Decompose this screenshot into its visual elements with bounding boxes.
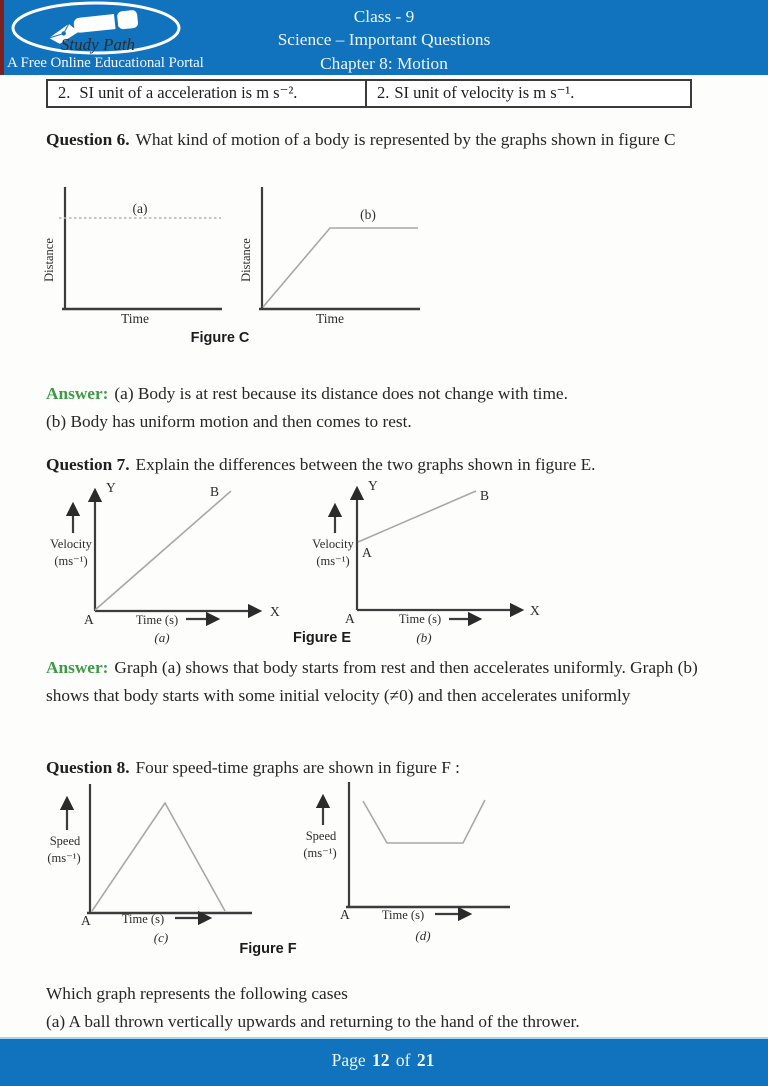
time-label: Time (s) xyxy=(381,908,425,922)
header-subject-line: Science – Important Questions xyxy=(277,30,491,50)
graph-tag: (c) xyxy=(153,930,169,945)
point-b-label: B xyxy=(480,488,490,503)
velocity-label: Velocity xyxy=(312,537,354,551)
x-axis-label: Time xyxy=(315,311,345,326)
speed-label: Speed xyxy=(49,834,81,848)
figure-e-graph-a xyxy=(50,480,280,645)
time-label: Time (s) xyxy=(121,912,165,926)
graph-tag: (b) xyxy=(416,630,432,645)
of-label: of xyxy=(395,1050,411,1070)
followup-line-2: (a) A ball thrown vertically upwards and returning to the hand of the thrower. xyxy=(46,1011,580,1031)
table-cell-acceleration xyxy=(48,81,367,106)
figure-f xyxy=(40,780,550,962)
answer-6-line-2: (b) Body has uniform motion and then comes to rest. xyxy=(46,412,412,431)
answer-6-part-a: (a) Body is at rest because its distance does not change with time. xyxy=(114,384,568,403)
answer-7-sentence-1: Graph (a) shows that body starts from rest and then accelerates uniformly. xyxy=(114,658,626,677)
x-axis-label: X xyxy=(530,603,540,618)
table-cell-velocity xyxy=(367,81,690,106)
figure-f-graph-c xyxy=(47,784,252,945)
velocity-line xyxy=(358,491,476,542)
velocity-label: Velocity xyxy=(50,537,92,551)
question-6 xyxy=(46,126,754,154)
question-6-label: Question 6. xyxy=(46,130,130,149)
answer-6-line-1 xyxy=(46,380,756,408)
point-a-label: A xyxy=(362,545,372,560)
answer-6 xyxy=(46,380,756,436)
y-axis-label: Distance xyxy=(42,238,56,282)
si-units-table-row xyxy=(46,79,692,108)
cell-number: 2. xyxy=(377,83,390,102)
question-7-text: Explain the differences between the two graphs shown in figure E. xyxy=(135,455,596,474)
figure-e xyxy=(40,476,550,648)
question-8-text: Four speed-time graphs are shown in figure F : xyxy=(135,758,460,777)
figure-c-graph-b xyxy=(239,187,420,326)
header-titles xyxy=(0,5,768,75)
cell-number: 2. xyxy=(58,83,71,102)
answer-7 xyxy=(46,654,714,710)
footer-banner xyxy=(0,1037,768,1086)
velocity-units-label: (ms⁻¹) xyxy=(316,554,350,568)
logo-title: Study Path xyxy=(60,35,136,54)
speed-units-label: (ms⁻¹) xyxy=(303,846,337,860)
question-6-text: What kind of motion of a body is represented by the graphs shown in figure C xyxy=(135,130,676,149)
origin-label: A xyxy=(84,612,94,627)
followup-line-1: Which graph represents the following cases xyxy=(46,984,348,1003)
question-7 xyxy=(46,451,766,479)
y-axis-label: Y xyxy=(368,478,378,493)
total-pages: 21 xyxy=(416,1050,435,1070)
origin-label: A xyxy=(81,913,91,928)
y-axis-label: Y xyxy=(106,480,116,495)
figure-f-graph-d xyxy=(303,782,510,943)
figure-e-caption: Figure E xyxy=(293,630,352,646)
question-8-label: Question 8. xyxy=(46,758,130,777)
curve-tag: (a) xyxy=(132,201,148,216)
cell-text: SI unit of a acceleration is m s⁻². xyxy=(79,83,298,102)
triangle-speed-line xyxy=(92,803,225,911)
origin-label: A xyxy=(345,611,355,626)
x-axis-label: X xyxy=(270,604,280,619)
question-8-followup xyxy=(46,980,766,1035)
figure-e-graph-b xyxy=(312,478,540,645)
velocity-units-label: (ms⁻¹) xyxy=(54,554,88,568)
page-label: Page xyxy=(331,1050,366,1070)
figure-c-graph-a xyxy=(42,187,222,326)
header-chapter-line: Chapter 8: Motion xyxy=(320,53,448,73)
graph-tag: (a) xyxy=(154,630,170,645)
question-7-label: Question 7. xyxy=(46,455,130,474)
figure-c xyxy=(40,183,490,351)
origin-label: A xyxy=(340,907,350,922)
x-axis-label: Time xyxy=(120,311,150,326)
bathtub-speed-line xyxy=(363,800,485,843)
answer-7-sentence-2: Graph (b) shows that body starts with some initial velocity (≠0) and then accelerates uniformly xyxy=(46,658,698,705)
speed-units-label: (ms⁻¹) xyxy=(47,851,81,865)
cell-text: SI unit of velocity is m s⁻¹. xyxy=(394,83,575,102)
answer-label: Answer: xyxy=(46,658,109,677)
speed-label: Speed xyxy=(305,829,337,843)
time-label: Time (s) xyxy=(398,612,442,626)
time-label: Time (s) xyxy=(135,613,179,627)
figure-f-caption: Figure F xyxy=(239,941,297,957)
header-banner xyxy=(0,0,768,75)
rise-then-constant-line xyxy=(263,228,418,307)
velocity-line xyxy=(95,491,231,610)
y-axis-label: Distance xyxy=(239,238,253,282)
logo-subtitle: A Free Online Educational Portal xyxy=(7,55,204,71)
graph-tag: (d) xyxy=(415,928,431,943)
question-8 xyxy=(46,754,766,782)
page-number: 12 xyxy=(372,1050,390,1070)
curve-tag: (b) xyxy=(360,207,376,222)
header-class-line: Class - 9 xyxy=(353,7,415,26)
answer-label: Answer: xyxy=(46,384,109,403)
point-b-label: B xyxy=(210,484,220,499)
figure-c-caption: Figure C xyxy=(190,330,250,346)
